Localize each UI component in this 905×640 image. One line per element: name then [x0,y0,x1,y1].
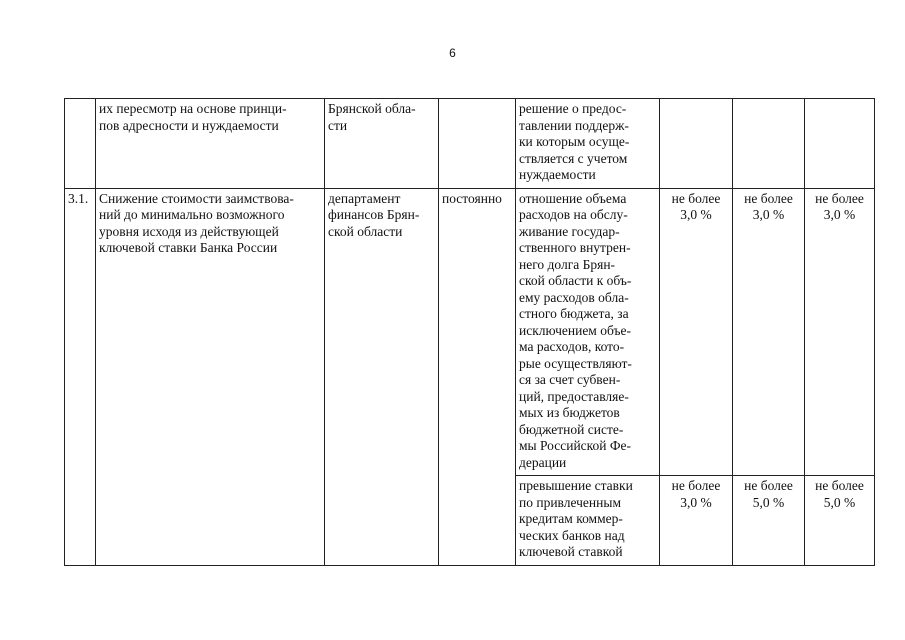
cell-term: постоянно [439,188,516,565]
cell-value [660,99,733,189]
cell-value [733,99,805,189]
cell-value [805,99,875,189]
table-row [65,188,875,476]
table-row [65,99,875,189]
cell-measure: их пересмотр на основе принци- пов адресности и нуждаемости [96,99,325,189]
document-table [64,98,875,566]
cell-value: не более 3,0 % [733,188,805,476]
cell-number: 3.1. [65,188,96,565]
cell-value: не более 3,0 % [660,188,733,476]
cell-executor: Брянской обла- сти [325,99,439,189]
cell-value: не более 5,0 % [733,476,805,566]
cell-measure: Снижение стоимости заимствова- ний до минимально возможного уровня исходя из действующей ключевой ставки Банка России [96,188,325,565]
cell-number [65,99,96,189]
cell-executor: департамент финансов Брян- ской области [325,188,439,565]
cell-indicator: отношение объема расходов на обслу- живание государ- ственного внутрен- него долга Брян- ской области к объ- ему расходов обла- стного бюджета, за исключением объе- ма расходов, кото- рые осуществляют- ся за счет субвен- ций, предоставляе- мых из бюджетов бюджетной систе- мы Российской Фе- дерации [516,188,660,476]
cell-indicator: превышение ставки по привлеченным кредитам коммер- ческих банков над ключевой ставкой [516,476,660,566]
cell-value: не более 3,0 % [805,188,875,476]
cell-indicator: решение о предос- тавлении поддерж- ки которым осуще- ствляется с учетом нуждаемости [516,99,660,189]
cell-value: не более 3,0 % [660,476,733,566]
page-number: 6 [449,46,456,60]
cell-value: не более 5,0 % [805,476,875,566]
cell-term [439,99,516,189]
